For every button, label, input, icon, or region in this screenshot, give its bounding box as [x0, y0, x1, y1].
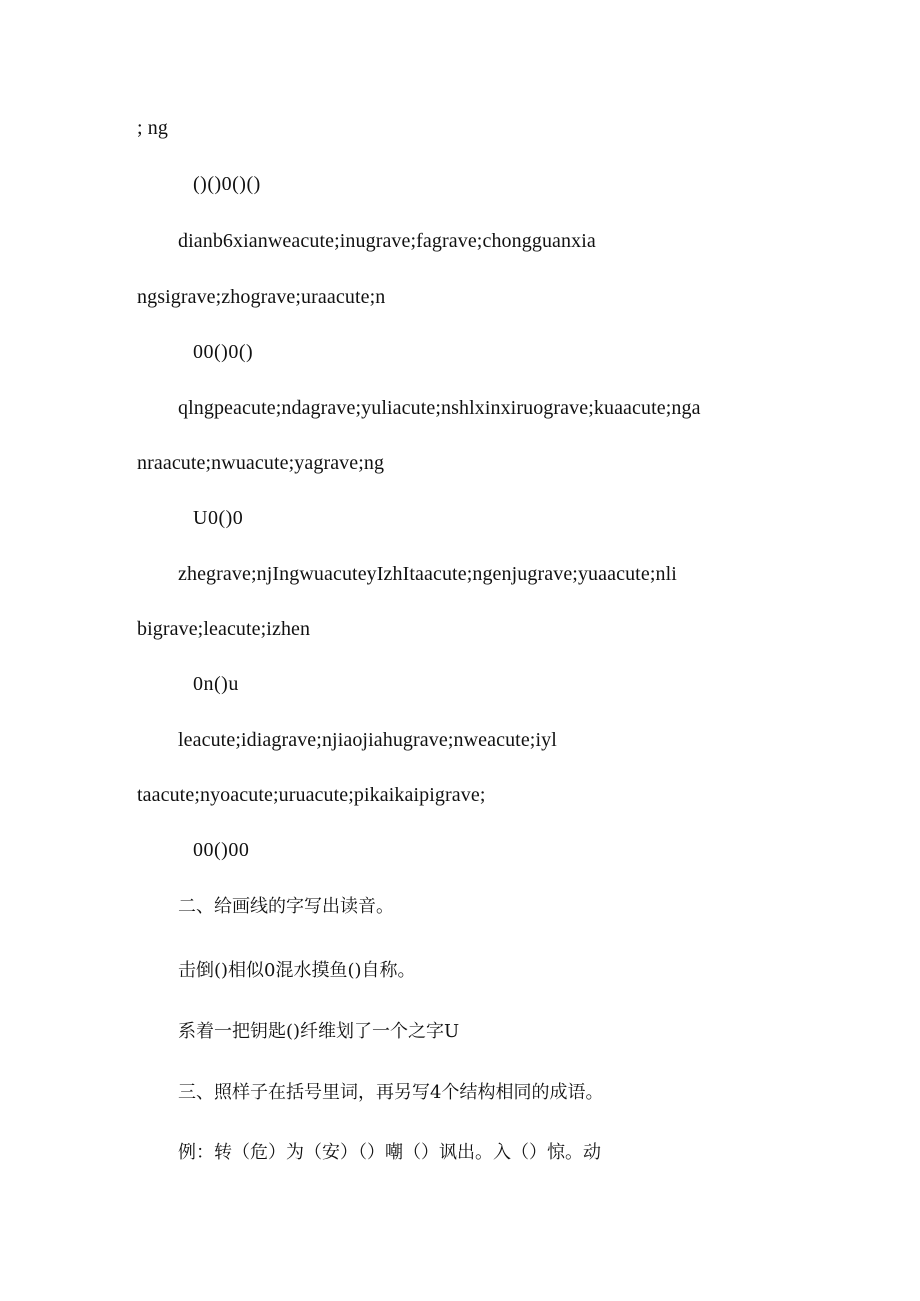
- text-line-3: dianb6xianweacute;inugrave;fagrave;chongguanxia: [178, 230, 596, 252]
- text-line-13: taacute;nyoacute;uruacute;pikaikaipigrave;: [137, 784, 486, 806]
- text-line-10: bigrave;leacute;izhen: [137, 618, 311, 640]
- text-line-11: 0n()u: [193, 673, 239, 695]
- text-line-6: qlngpeacute;ndagrave;yuliacute;nshlxinxiruograve;kuaacute;nga: [178, 397, 701, 419]
- text-line-7: nraacute;nwuacute;yagrave;ng: [137, 452, 385, 474]
- text-line-19: 例：转（危）为（安）（）嘲（）讽出。入（）惊。动: [178, 1142, 601, 1163]
- text-line-1: ; ng: [137, 117, 168, 139]
- text-line-2: ()()0()(): [193, 173, 261, 195]
- text-line-4: ngsigrave;zhograve;uraacute;n: [137, 286, 386, 308]
- section-heading-2: 二、给画线的字写出读音。: [178, 896, 394, 917]
- section-heading-3: 三、照样子在括号里词，再另写4个结构相同的成语。: [178, 1082, 604, 1103]
- text-line-16: 击倒()相似0混水摸鱼()自称。: [178, 960, 416, 981]
- text-line-17: 系着一把钥匙()纤维划了一个之字U: [178, 1021, 460, 1042]
- text-line-12: leacute;idiagrave;njiaojiahugrave;nweacute;iyl: [178, 729, 557, 751]
- text-line-5: 00()0(): [193, 341, 254, 363]
- text-line-8: U0()0: [193, 507, 244, 529]
- text-line-14: 00()00: [193, 839, 250, 861]
- text-line-9: zhegrave;njIngwuacuteyIzhItaacute;ngenjugrave;yuaacute;nli: [178, 563, 677, 585]
